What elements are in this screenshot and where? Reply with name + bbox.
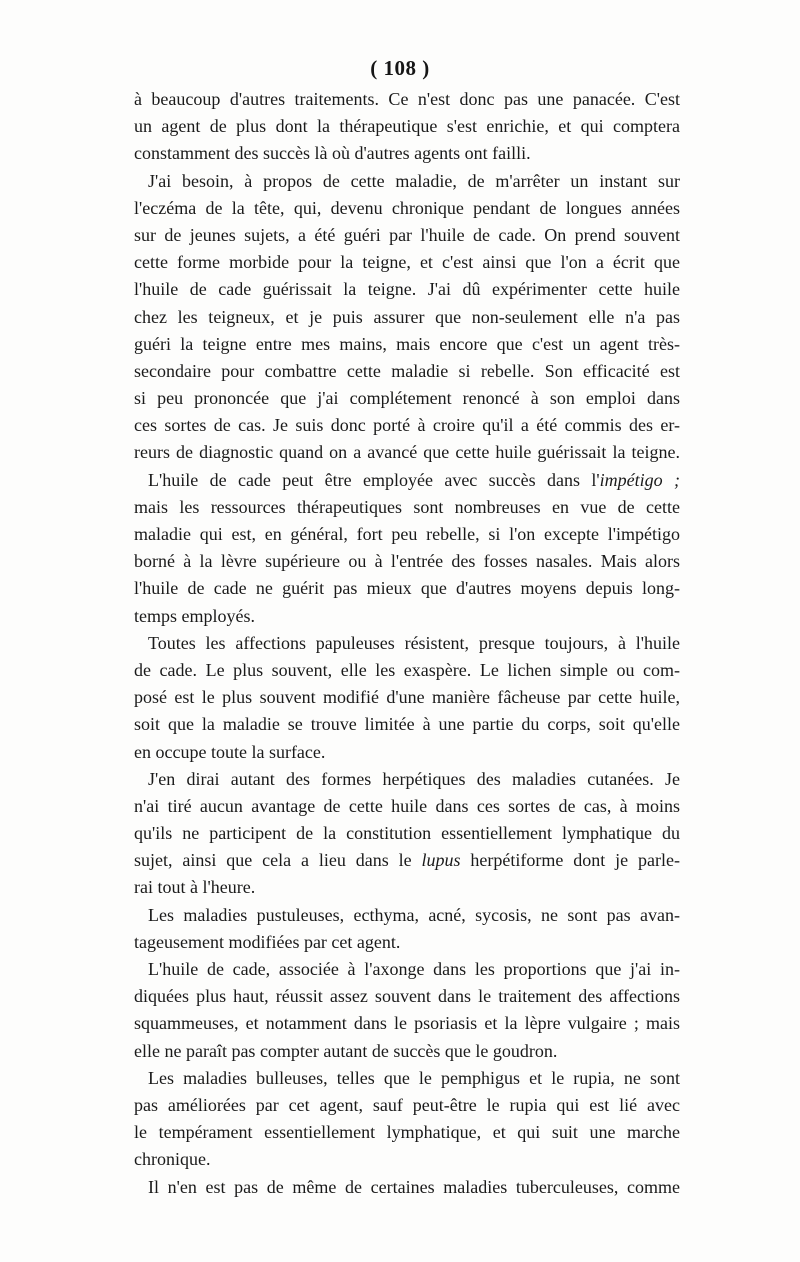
- text-line: J'ai besoin, à propos de cette maladie, de m'arrêter un instant sur: [148, 170, 680, 191]
- text-line: chronique.: [134, 1149, 211, 1170]
- text-line: soit que la maladie se trouve limitée à une partie du corps, soit qu'elle: [134, 714, 680, 735]
- text-line: borné à la lèvre supérieure ou à l'entrée des fosses nasales. Mais alors: [134, 551, 680, 572]
- text-line: pas améliorées par cet agent, sauf peut-être le rupia qui est lié avec: [134, 1094, 680, 1115]
- text-line: à beaucoup d'autres traitements. Ce n'est donc pas une panacée. C'est: [134, 89, 680, 109]
- text-line: un agent de plus dont la thérapeutique s'est enrichie, et qui comptera: [134, 116, 680, 137]
- body-text: [134, 86, 680, 1201]
- text-line: secondaire pour combattre cette maladie si rebelle. Son efficacité est: [134, 360, 680, 381]
- text-line: tageusement modifiées par cet agent.: [134, 931, 401, 952]
- text-line: mais les ressources thérapeutiques sont nombreuses en vue de cette: [134, 496, 680, 517]
- text-line: rai tout à l'heure.: [134, 877, 256, 898]
- text-line: si peu prononcée que j'ai complétement renoncé à son emploi dans: [134, 388, 680, 409]
- text-line: l'huile de cade guérissait la teigne. J'ai dû expérimenter cette huile: [134, 279, 680, 300]
- text-line: guéri la teigne entre mes mains, mais encore que c'est un agent très-: [134, 333, 680, 354]
- italic-term: impétigo ;: [599, 469, 680, 490]
- text-segment: sujet, ainsi que cela a lieu dans le: [134, 850, 422, 871]
- text-line: diquées plus haut, réussit assez souvent dans le traitement des affections: [134, 986, 680, 1007]
- text-line: Les maladies bulleuses, telles que le pemphigus et le rupia, ne sont: [148, 1067, 680, 1088]
- italic-term: lupus: [421, 850, 461, 871]
- text-line: elle ne paraît pas compter autant de succès que le goudron.: [134, 1040, 558, 1061]
- text-line: chez les teigneux, et je puis assurer que non-seulement elle n'a pas: [134, 306, 680, 327]
- text-line: J'en dirai autant des formes herpétiques des maladies cutanées. Je: [148, 768, 680, 789]
- text-line: squammeuses, et notamment dans le psoriasis et la lèpre vulgaire ; mais: [134, 1013, 680, 1034]
- text-line: temps employés.: [134, 605, 255, 626]
- text-line: de cade. Le plus souvent, elle les exaspère. Le lichen simple ou com-: [134, 659, 680, 680]
- text-line: reurs de diagnostic quand on a avancé que cette huile guérissait la teigne.: [134, 442, 680, 463]
- text-line: cette forme morbide pour la teigne, et c'est ainsi que l'on a écrit que: [134, 252, 680, 273]
- text-line: constamment des succès là où d'autres agents ont failli.: [134, 143, 531, 164]
- text-line: maladie qui est, en général, fort peu rebelle, si l'on excepte l'impétigo: [134, 524, 680, 544]
- text-line: [134, 467, 680, 494]
- text-line: Toutes les affections papuleuses résistent, presque toujours, à l'huile: [148, 632, 680, 653]
- text-segment: L'huile de cade peut être employée avec succès dans l': [148, 469, 600, 490]
- text-line: [134, 847, 680, 874]
- text-line: le tempérament essentiellement lymphatique, et qui suit une marche: [134, 1122, 680, 1143]
- text-line: n'ai tiré aucun avantage de cette huile dans ces sortes de cas, à moins: [134, 795, 680, 816]
- page-number: ( 108 ): [370, 56, 430, 80]
- text-line: en occupe toute la surface.: [134, 741, 326, 762]
- text-line: sur de jeunes sujets, a été guéri par l'huile de cade. On prend souvent: [134, 224, 680, 245]
- text-line: Il n'en est pas de même de certaines maladies tuberculeuses, comme: [148, 1176, 680, 1197]
- text-line: qu'ils ne participent de la constitution essentiellement lymphatique du: [134, 823, 680, 844]
- text-line: l'huile de cade ne guérit pas mieux que d'autres moyens depuis long-: [134, 578, 680, 599]
- text-segment: herpétiforme dont je parle-: [460, 850, 680, 871]
- text-line: L'huile de cade, associée à l'axonge dans les proportions que j'ai in-: [148, 959, 680, 979]
- text-line: l'eczéma de la tête, qui, devenu chronique pendant de longues années: [134, 197, 680, 218]
- text-line: ces sortes de cas. Je suis donc porté à croire qu'il a été commis des er-: [134, 415, 680, 436]
- text-line: posé est le plus souvent modifié d'une manière fâcheuse par cette huile,: [134, 687, 680, 708]
- text-line: Les maladies pustuleuses, ecthyma, acné, sycosis, ne sont pas avan-: [148, 904, 680, 925]
